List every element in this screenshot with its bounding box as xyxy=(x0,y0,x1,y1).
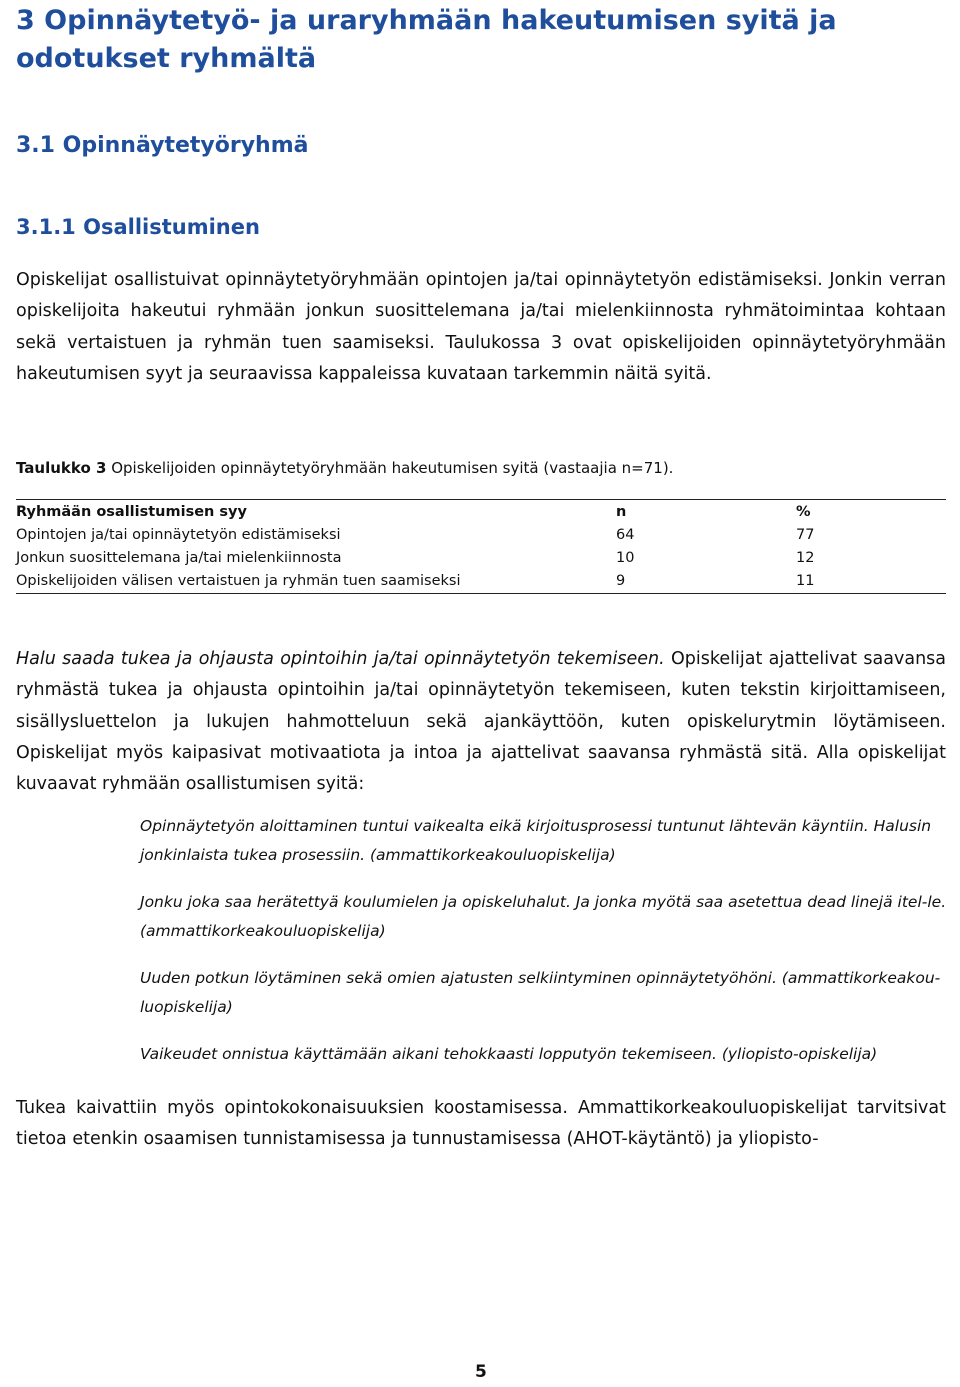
student-quote: Uuden potkun löytäminen sekä omien ajatusten selkiintyminen opinnäytetyöhöni. (ammattikorkeakou-luopiskelija) xyxy=(140,969,941,1016)
section-heading: 3.1 Opinnäytetyöryhmä xyxy=(16,133,309,158)
header-percent: % xyxy=(796,503,811,520)
table-caption-text: Opiskelijoiden opinnäytetyöryhmään hakeutumisen syitä (vastaajia n=71). xyxy=(106,459,674,477)
table-row xyxy=(16,570,946,594)
support-paragraph xyxy=(16,644,946,800)
row-percent: 12 xyxy=(796,550,815,566)
table-header-row xyxy=(16,500,946,525)
page-number: 5 xyxy=(475,1362,487,1382)
closing-paragraph: Tukea kaivattiin myös opintokokonaisuuksien koostamisessa. Ammattikorkeakouluopiskelijat tarvitsivat tietoa etenkin osaamisen tunnistamisessa ja tunnustamisessa (AHOT-käytäntö) ja yliopisto- xyxy=(16,1098,946,1150)
reasons-table xyxy=(16,499,946,594)
row-percent: 77 xyxy=(796,527,815,543)
row-percent: 11 xyxy=(796,573,815,589)
row-reason: Jonkun suosittelemana ja/tai mielenkiinnosta xyxy=(16,550,342,566)
row-reason: Opintojen ja/tai opinnäytetyön edistämiseksi xyxy=(16,527,341,543)
row-n: 10 xyxy=(616,550,635,566)
header-n: n xyxy=(616,503,627,520)
table-caption xyxy=(16,457,673,479)
table-row xyxy=(16,524,946,547)
student-quote: Jonku joka saa herätettyä koulumielen ja opiskeluhalut. Ja jonka myötä saa asetettua dead linejä itel-le. (ammattikorkeakouluopiskelija) xyxy=(140,893,947,940)
row-n: 9 xyxy=(616,573,626,589)
student-quote: Opinnäytetyön aloittaminen tuntui vaikealta eikä kirjoitusprosessi tuntunut lähtevän käyntiin. Halusin jonkinlaista tukea prosessiin. (ammattikorkeakouluopiskelija) xyxy=(140,817,932,864)
paragraph-emphasis: Halu saada tukea ja ohjausta opintoihin ja/tai opinnäytetyön tekemiseen. xyxy=(16,649,665,669)
row-n: 64 xyxy=(616,527,635,543)
chapter-heading: 3 Opinnäytetyö- ja uraryhmään hakeutumisen syitä ja odotukset ryhmältä xyxy=(16,5,837,74)
table-caption-label: Taulukko 3 xyxy=(16,459,107,477)
header-reason: Ryhmään osallistumisen syy xyxy=(16,503,247,520)
student-quote: Vaikeudet onnistua käyttämään aikani tehokkaasti lopputyön tekemiseen. (yliopisto-opiskelija) xyxy=(140,1045,878,1063)
quote-list xyxy=(140,812,955,1087)
row-reason: Opiskelijoiden välisen vertaistuen ja ryhmän tuen saamiseksi xyxy=(16,573,461,589)
table-row xyxy=(16,547,946,570)
intro-paragraph: Opiskelijat osallistuivat opinnäytetyöryhmään opintojen ja/tai opinnäytetyön edistämiseksi. Jonkin verran opiskelijoita hakeutui ryhmään jonkun suosittelemana ja/tai mielenkiinnosta ryhmätoimintaa kohtaan sekä vertaistuen ja ryhmän tuen saamiseksi. Taulukossa 3 ovat opiskelijoiden opinnäytetyöryhmään hakeutumisen syyt ja seuraavissa kappaleissa kuvataan tarkemmin näitä syitä. xyxy=(16,270,946,384)
subsection-heading: 3.1.1 Osallistuminen xyxy=(16,215,260,239)
paragraph-text: Opiskelijat ajattelivat saavansa ryhmästä tukea ja ohjausta opintoihin ja/tai opinnäytetyön tekemiseen, kuten tekstin kirjoittamiseen, sisällysluettelon ja lukujen hahmotteluun sekä ajankäyttöön, kuten opiskelurytmin löytämiseen. Opiskelijat myös kaipasivat motivaatiota ja intoa ja ajattelivat saavansa ryhmästä sitä. Alla opiskelijat kuvaavat ryhmään osallistumisen syitä: xyxy=(16,649,946,795)
